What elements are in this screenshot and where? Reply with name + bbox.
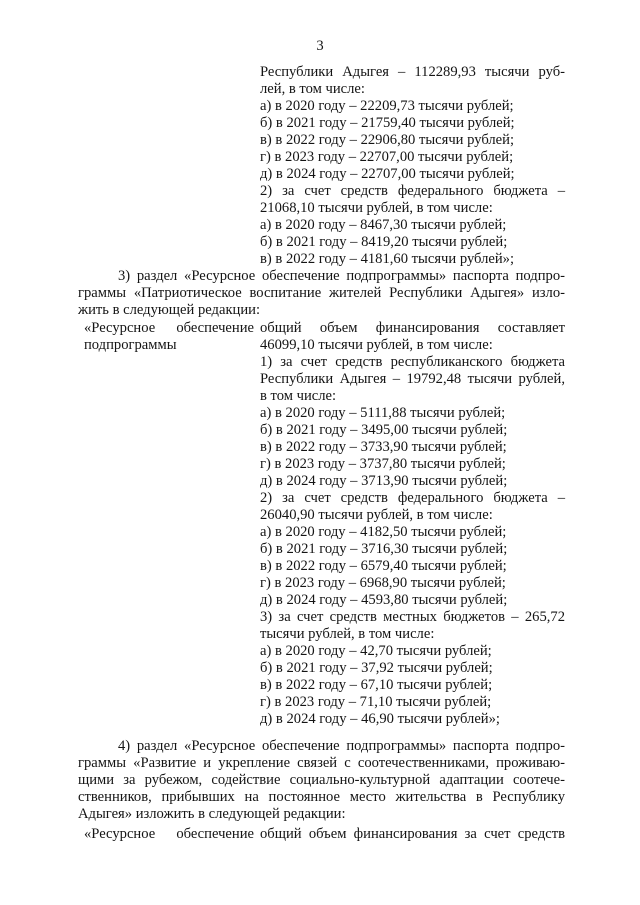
table-value-line: б) в 2021 году – 3716,30 тысячи рублей;	[260, 541, 508, 557]
text-line: 2) за счет средств федерального бюджета –	[260, 183, 565, 199]
text-line: Республики Адыгея – 112289,93 тысячи руб-	[260, 64, 565, 80]
table-value-line: 2) за счет средств федерального бюджета –	[260, 490, 565, 506]
paragraph-line: щими за рубежом, содействие социально-культурной адаптации соотече-	[78, 772, 565, 788]
paragraph-line: жить в следующей редакции:	[78, 302, 261, 318]
table-value-line: общий объем финансирования составляет	[260, 320, 565, 336]
text-line: а) в 2020 году – 8467,30 тысячи рублей;	[260, 217, 507, 233]
table-value-line: в) в 2022 году – 3733,90 тысячи рублей;	[260, 439, 507, 455]
table-label-line: «Ресурсное обеспечение	[84, 320, 254, 336]
table-value-line: Республики Адыгея – 19792,48 тысячи рублей,	[260, 371, 565, 387]
text-line: д) в 2024 году – 22707,00 тысячи рублей;	[260, 166, 515, 182]
table-value-line: г) в 2023 году – 3737,80 тысячи рублей;	[260, 456, 506, 472]
text-line: а) в 2020 году – 22209,73 тысячи рублей;	[260, 98, 514, 114]
table-value-line: в том числе:	[260, 388, 337, 404]
table-value-line: б) в 2021 году – 3495,00 тысячи рублей;	[260, 422, 508, 438]
table-value-line: б) в 2021 году – 37,92 тысячи рублей;	[260, 660, 493, 676]
table-value-line: в) в 2022 году – 67,10 тысячи рублей;	[260, 677, 493, 693]
table-value-line: 1) за счет средств республиканского бюджета	[260, 354, 565, 370]
table-value-line: д) в 2024 году – 4593,80 тысячи рублей;	[260, 592, 508, 608]
table-value-line: г) в 2023 году – 6968,90 тысячи рублей;	[260, 575, 506, 591]
table-value-line: а) в 2020 году – 5111,88 тысячи рублей;	[260, 405, 506, 421]
text-line: 21068,10 тысячи рублей, в том числе:	[260, 200, 493, 216]
text-line: лей, в том числе:	[260, 81, 365, 97]
page-number: 3	[316, 38, 324, 54]
table-value-line: тысячи рублей, в том числе:	[260, 626, 435, 642]
table-value-line: г) в 2023 году – 71,10 тысячи рублей;	[260, 694, 492, 710]
table-value-line: д) в 2024 году – 46,90 тысячи рублей»;	[260, 711, 500, 727]
text-line: г) в 2023 году – 22707,00 тысячи рублей;	[260, 149, 514, 165]
table-value-line: в) в 2022 году – 6579,40 тысячи рублей;	[260, 558, 507, 574]
table-value-line: а) в 2020 году – 42,70 тысячи рублей;	[260, 643, 492, 659]
text-line: б) в 2021 году – 21759,40 тысячи рублей;	[260, 115, 515, 131]
text-line: в) в 2022 году – 22906,80 тысячи рублей;	[260, 132, 515, 148]
text-line: в) в 2022 году – 4181,60 тысячи рублей»;	[260, 251, 515, 267]
paragraph-line: 4) раздел «Ресурсное обеспечение подпрограммы» паспорта подпро-	[118, 738, 565, 754]
paragraph-line: граммы «Развитие и укрепление связей с соотечественниками, проживаю-	[78, 755, 565, 771]
paragraph-line: 3) раздел «Ресурсное обеспечение подпрограммы» паспорта подпро-	[118, 268, 565, 284]
table-label-line: подпрограммы	[84, 337, 177, 353]
table-value-line: 3) за счет средств местных бюджетов – 265,72	[260, 609, 565, 625]
table-value-line: а) в 2020 году – 4182,50 тысячи рублей;	[260, 524, 507, 540]
table-label-line: «Ресурсное обеспечение	[84, 826, 254, 842]
table-value-line: 26040,90 тысячи рублей, в том числе:	[260, 507, 493, 523]
paragraph-line: граммы «Патриотическое воспитание жителей Республики Адыгея» изло-	[78, 285, 565, 301]
table-value-line: д) в 2024 году – 3713,90 тысячи рублей;	[260, 473, 508, 489]
paragraph-line: Адыгея» изложить в следующей редакции:	[78, 806, 346, 822]
paragraph-line: ственников, прибывших на постоянное место жительства в Республику	[78, 789, 565, 805]
table-value-line: 46099,10 тысячи рублей, в том числе:	[260, 337, 493, 353]
text-line: б) в 2021 году – 8419,20 тысячи рублей;	[260, 234, 508, 250]
table-value-line: общий объем финансирования за счет средств	[260, 826, 565, 842]
